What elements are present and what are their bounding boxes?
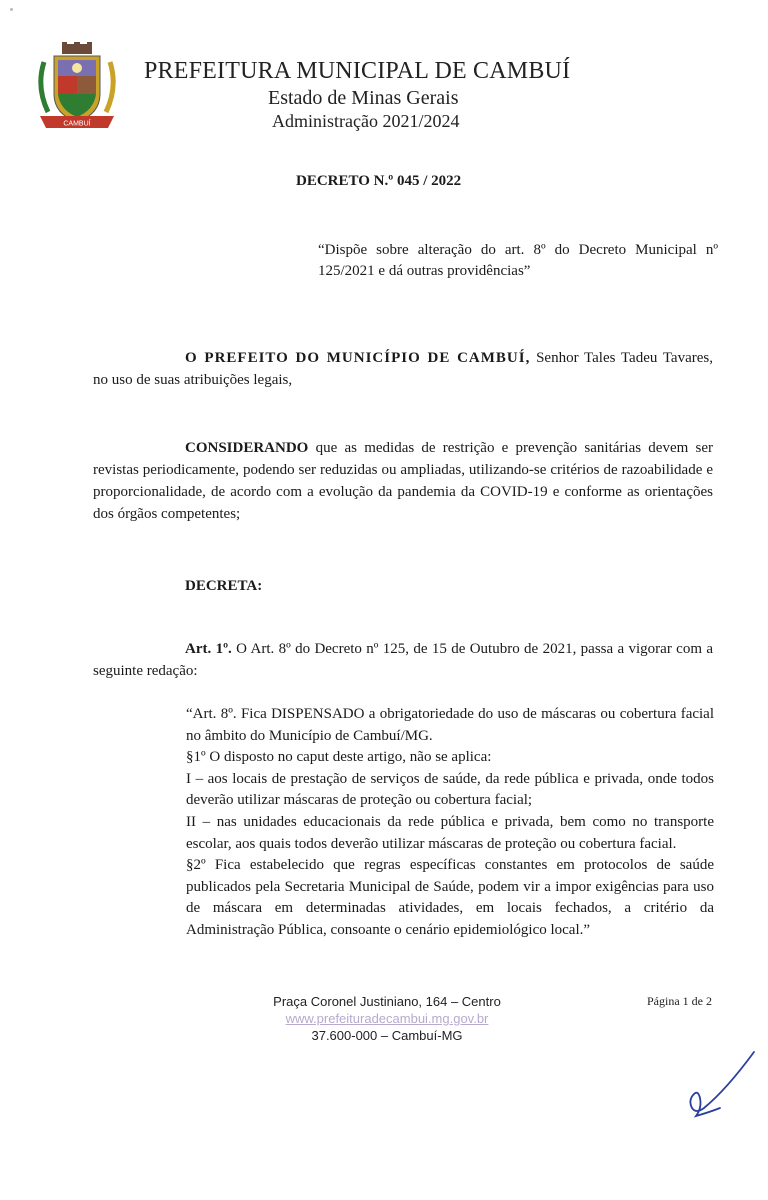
footer-address-block: [242, 993, 532, 1044]
considerando-text: que as medidas de restrição e prevenção sanitárias devem ser revistas periodicamente, podendo ser reduzidas ou ampliadas, utilizando-se critérios de razoabilidade e proporcionalidade, de acordo com a evolução da pandemia da COVID-19 e conforme as orientações dos órgãos competentes;: [93, 440, 713, 522]
decree-summary: “Dispõe sobre alteração do art. 8º do Decreto Municipal nº 125/2021 e dá outras providências”: [318, 242, 718, 279]
footer-address: Praça Coronel Justiniano, 164 – Centro: [273, 994, 501, 1009]
preamble-bold: O PREFEITO DO MUNICÍPIO DE CAMBUÍ,: [185, 350, 531, 366]
coat-of-arms-icon: [34, 42, 120, 132]
decreta-paragraph: [93, 575, 713, 597]
quote-line: II – nas unidades educacionais da rede pública e privada, bem como no transporte escolar, aos quais todos deverão utilizar máscaras de proteção ou cobertura facial.: [186, 813, 714, 852]
page-number: Página 1 de 2: [647, 994, 712, 1008]
article1-text: O Art. 8º do Decreto nº 125, de 15 de Outubro de 2021, passa a vigorar com a seguinte redação:: [93, 641, 714, 679]
decree-title: DECRETO N.º 045 / 2022: [296, 173, 462, 189]
header-title: PREFEITURA MUNICIPAL DE CAMBUÍ: [144, 58, 571, 84]
preamble-text: Senhor Tales Tadeu Tavares, no uso de suas atribuições legais,: [93, 350, 713, 388]
quote-line: I – aos locais de prestação de serviços de saúde, da rede pública e privada, onde todos deverão utilizar máscaras de proteção ou cobertura facial;: [186, 770, 714, 809]
article8-quote: [186, 704, 714, 942]
quote-line: “Art. 8º. Fica DISPENSADO a obrigatoriedade do uso de máscaras ou cobertura facial no âmbito do Município de Cambuí/MG.: [186, 706, 714, 744]
footer-zip-city: 37.600-000 – Cambuí-MG: [311, 1028, 463, 1043]
header-state: Estado de Minas Gerais: [268, 87, 459, 109]
coat-of-arms-ribbon-text: CAMBUÍ: [63, 120, 91, 128]
scan-speck: [10, 8, 13, 11]
decreta-heading: DECRETA:: [185, 578, 263, 594]
article1-bold: Art. 1º.: [185, 641, 232, 657]
header-administration: Administração 2021/2024: [272, 111, 460, 131]
footer-website-link[interactable]: www.prefeituradecambui.mg.gov.br: [285, 1011, 489, 1026]
preamble-paragraph: [93, 347, 713, 391]
considerando-bold: CONSIDERANDO: [185, 440, 309, 456]
quote-line: §2º Fica estabelecido que regras específicas constantes em protocolos de saúde publicados pela Secretaria Municipal de Saúde, podem vir a impor exigências para uso de máscara em determinadas atividades, em locais fechados, a critério da Administração Pública, consoante o cenário epidemiológico local.”: [186, 857, 714, 938]
quote-line: §1º O disposto no caput deste artigo, não se aplica:: [186, 749, 492, 766]
considerando-paragraph: [93, 437, 713, 525]
signature-icon: [676, 1050, 756, 1130]
article1-paragraph: [93, 638, 713, 682]
